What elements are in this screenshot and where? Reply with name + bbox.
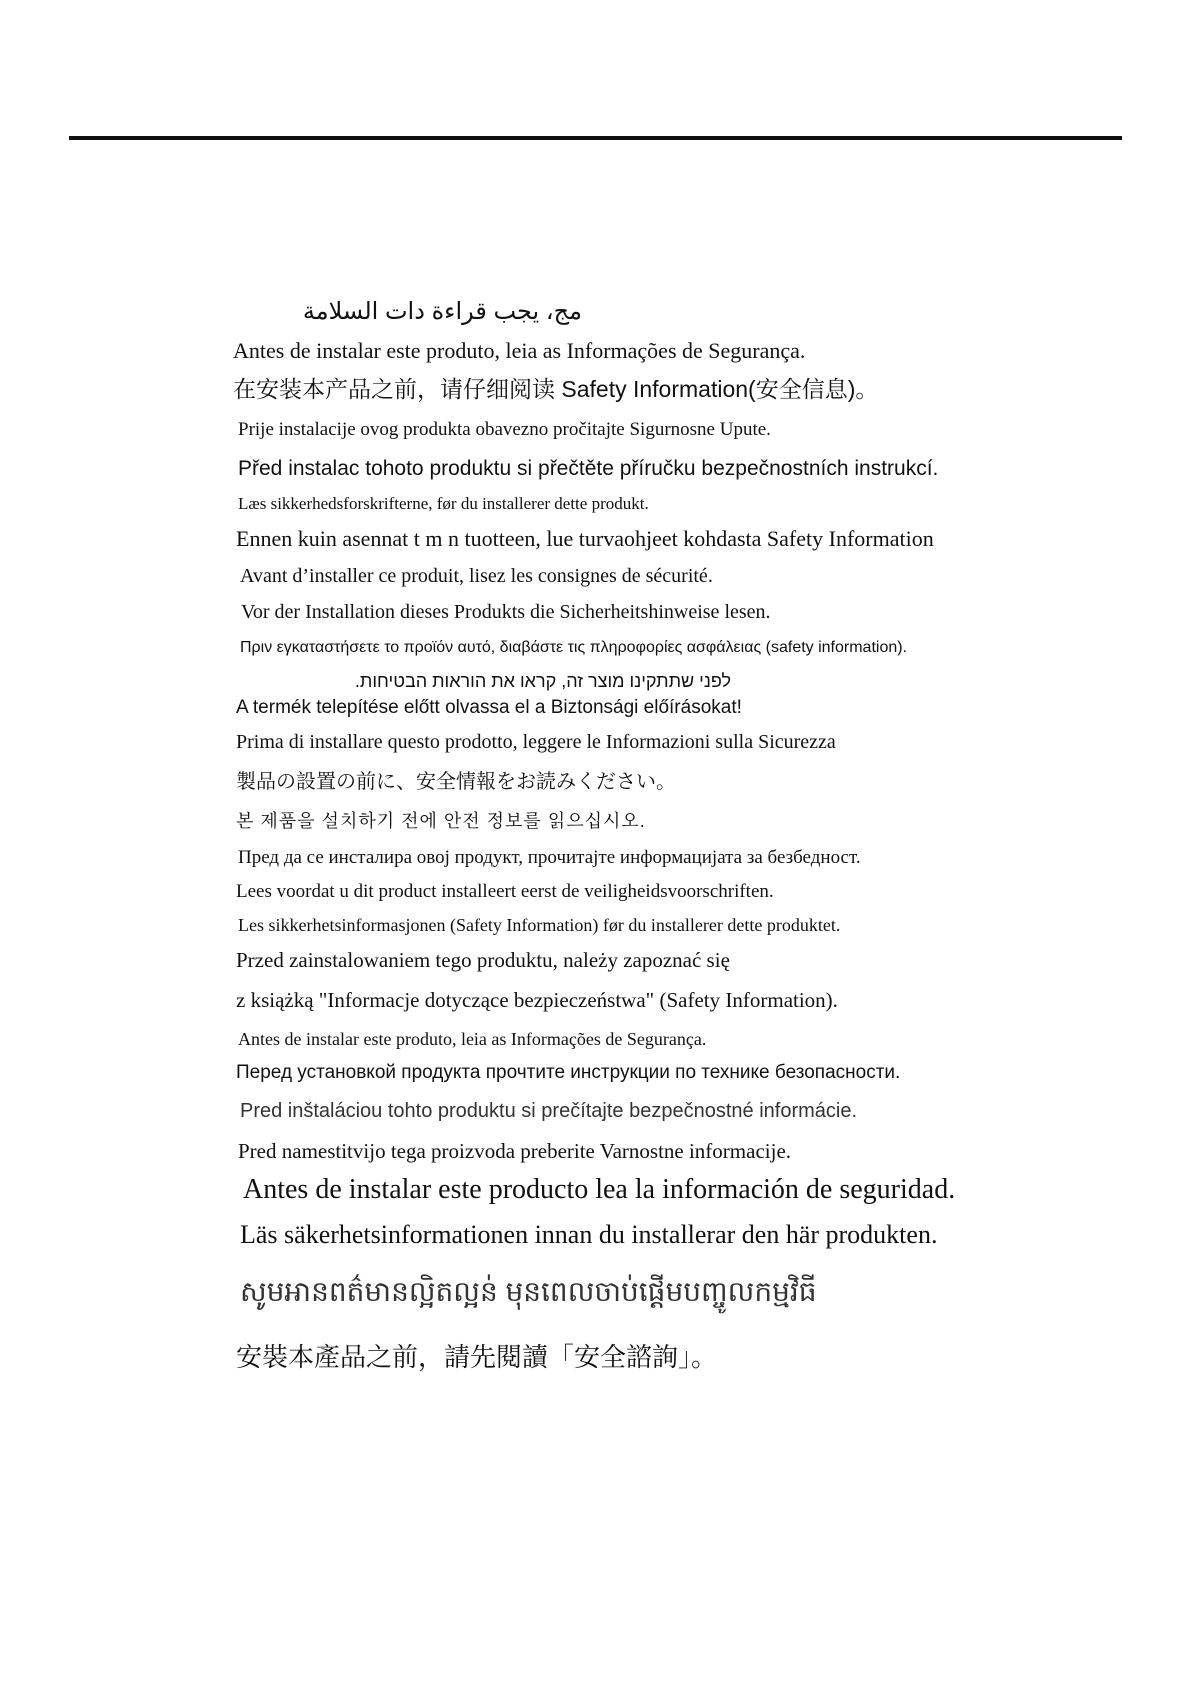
safety-line-hungarian: A termék telepítése előtt olvassa el a Biztonsági előírásokat! <box>236 697 742 718</box>
safety-line-khmer: សូមអានពត៌មានល្អិតល្អន់ មុនពេលចាប់ផ្តើមបញ្ចូលកម្មវិធី <box>240 1276 817 1307</box>
safety-line-croatian: Prije instalacije ovog produkta obavezno pročitajte Sigurnosne Upute. <box>238 419 771 440</box>
safety-line-polish-2: z książką "Informacje dotyczące bezpieczeństwa" (Safety Information). <box>236 988 838 1012</box>
safety-line-arabic: مج، يجب قراءة دات السلامة <box>302 298 582 325</box>
safety-line-chinese-traditional: 安裝本產品之前，請先閱讀「安全諮詢」。 <box>236 1342 718 1372</box>
safety-line-greek: Πριν εγκαταστήσετε το προϊόν αυτό, διαβάστε τις πληροφορίες ασφάλειας (safety information). <box>240 639 908 656</box>
safety-line-italian: Prima di installare questo prodotto, leggere le Informazioni sulla Sicurezza <box>236 731 836 753</box>
safety-line-macedonian: Пред да се инсталира овој продукт, прочитајте информацијата за безбедност. <box>238 847 861 868</box>
safety-line-spanish: Antes de instalar este producto lea la información de seguridad. <box>243 1174 956 1205</box>
safety-line-russian: Перед установкой продукта прочтите инструкции по технике безопасности. <box>236 1062 901 1083</box>
safety-line-chinese-simplified: 在安装本产品之前，请仔细阅读 Safety Information(安全信息)。 <box>233 376 879 402</box>
safety-line-hebrew: לפני שתתקינו מוצר זה, קראו את הוראות הבטיחות. <box>354 671 731 691</box>
safety-line-czech: Před instalac tohoto produktu si přečtěte příručku bezpečnostních instrukcí. <box>238 457 939 480</box>
safety-line-norwegian: Les sikkerhetsinformasjonen (Safety Information) før du installerer dette produktet. <box>238 915 841 935</box>
safety-line-finnish: Ennen kuin asennat t m n tuotteen, lue turvaohjeet kohdasta Safety Information <box>236 526 934 551</box>
safety-line-dutch: Lees voordat u dit product installeert eerst de veiligheidsvoorschriften. <box>236 881 774 902</box>
safety-line-slovak: Pred inštaláciou tohto produktu si prečítajte bezpečnostné informácie. <box>240 1100 858 1122</box>
safety-line-portuguese-brazil: Antes de instalar este produto, leia as Informações de Segurança. <box>233 338 806 363</box>
safety-line-swedish: Läs säkerhetsinformationen innan du installerar den här produkten. <box>240 1220 938 1249</box>
top-divider-rule <box>69 136 1122 140</box>
safety-line-french: Avant d’installer ce produit, lisez les consignes de sécurité. <box>240 565 713 587</box>
safety-line-korean: 본 제품을 설치하기 전에 안전 정보를 읽으십시오. <box>236 811 646 831</box>
safety-line-german: Vor der Installation dieses Produkts die Sicherheitshinweise lesen. <box>241 601 771 623</box>
safety-line-portuguese: Antes de instalar este produto, leia as Informações de Segurança. <box>238 1029 707 1049</box>
safety-line-japanese: 製品の設置の前に、安全情報をお読みください。 <box>236 771 676 793</box>
safety-line-danish: Læs sikkerhedsforskrifterne, før du installerer dette produkt. <box>238 494 649 513</box>
safety-line-polish-1: Przed zainstalowaniem tego produktu, należy zapoznać się <box>236 948 730 972</box>
safety-line-slovenian: Pred namestitvijo tega proizvoda preberite Varnostne informacije. <box>238 1139 792 1163</box>
